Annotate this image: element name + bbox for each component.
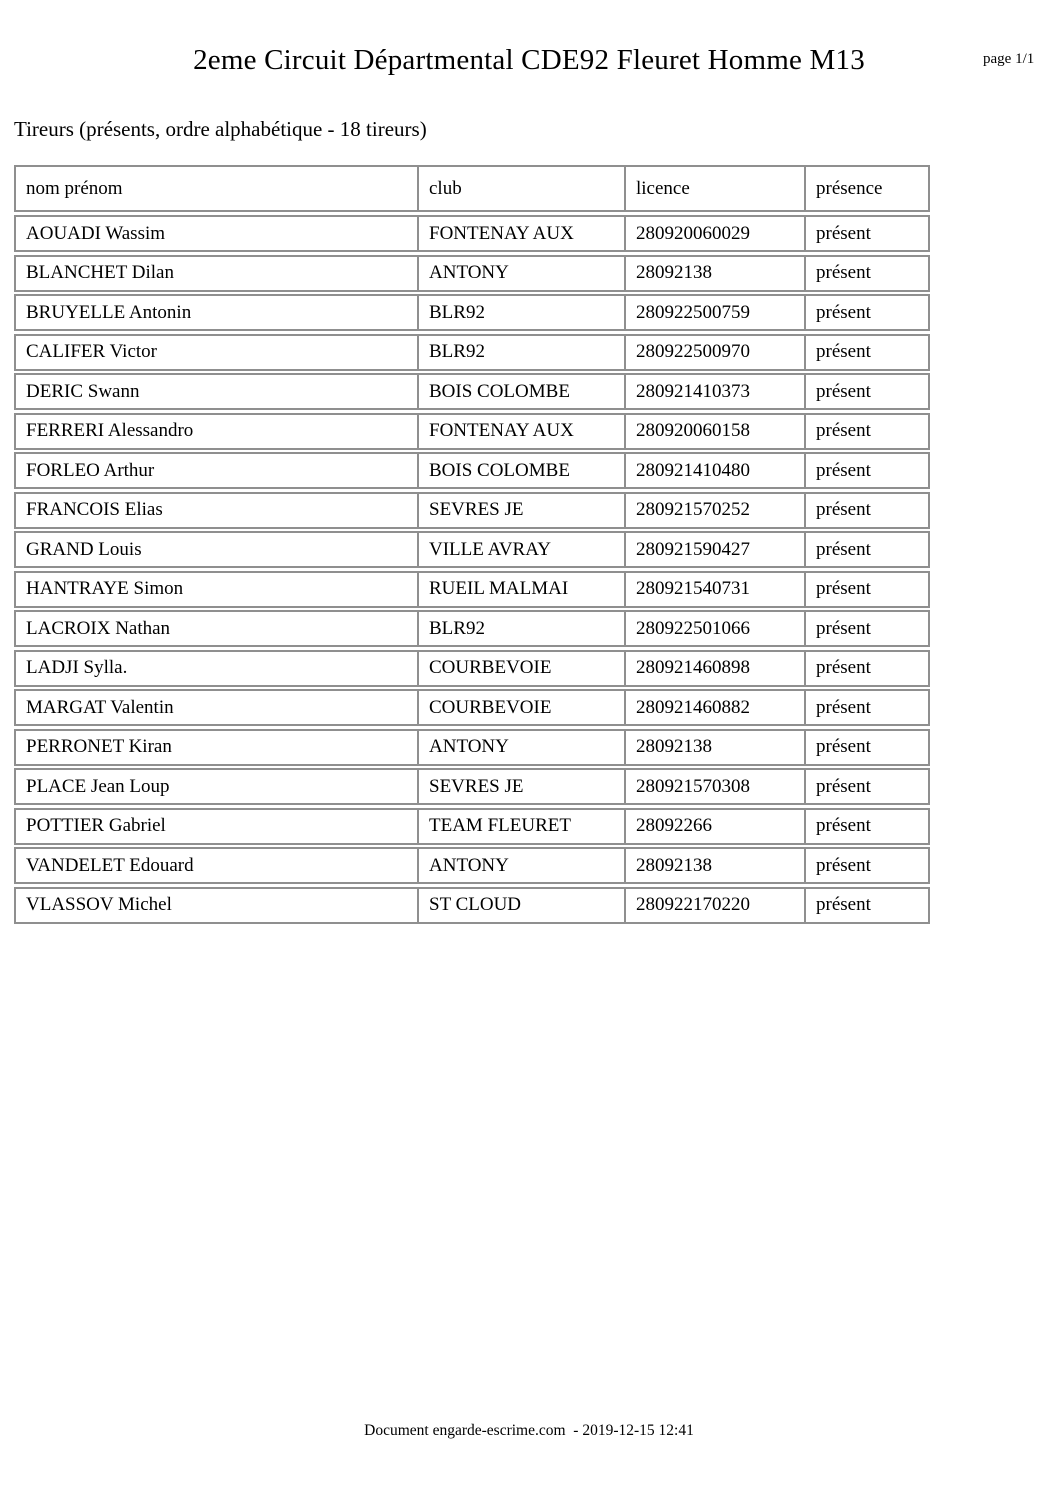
cell-presence: présent (816, 696, 871, 718)
cell-licence: 280920060029 (626, 217, 806, 250)
table-row (14, 334, 930, 371)
table-row (14, 373, 930, 410)
cell-club: COURBEVOIE (419, 652, 626, 685)
fencers-table (14, 165, 930, 926)
table-row (14, 887, 930, 924)
cell-licence: 280921570308 (626, 770, 806, 803)
cell-licence: 28092266 (626, 810, 806, 843)
cell-club: RUEIL MALMAI (419, 573, 626, 606)
cell-licence: 28092138 (626, 257, 806, 290)
table-header-row (14, 165, 930, 212)
table-row (14, 531, 930, 568)
cell-club: SEVRES JE (419, 770, 626, 803)
cell-name: PLACE Jean Loup (16, 770, 419, 803)
table-row (14, 452, 930, 489)
cell-club: BLR92 (419, 296, 626, 329)
cell-club: BLR92 (419, 336, 626, 369)
cell-name: GRAND Louis (16, 533, 419, 566)
cell-presence: présent (816, 617, 871, 639)
column-header-licence: licence (626, 167, 806, 210)
cell-licence: 280922500970 (626, 336, 806, 369)
table-row (14, 768, 930, 805)
cell-name: HANTRAYE Simon (16, 573, 419, 606)
cell-name: VANDELET Edouard (16, 849, 419, 882)
cell-club: BOIS COLOMBE (419, 375, 626, 408)
cell-name: BLANCHET Dilan (16, 257, 419, 290)
cell-name: LADJI Sylla. (16, 652, 419, 685)
cell-club: BOIS COLOMBE (419, 454, 626, 487)
table-row (14, 413, 930, 450)
cell-club: BLR92 (419, 612, 626, 645)
table-row (14, 294, 930, 331)
cell-club: COURBEVOIE (419, 691, 626, 724)
table-row (14, 492, 930, 529)
column-header-club: club (419, 167, 626, 210)
cell-licence: 280921410373 (626, 375, 806, 408)
cell-presence: présent (816, 341, 871, 362)
cell-presence: présent (816, 222, 871, 244)
cell-presence: présent (816, 538, 871, 560)
cell-licence: 280921540731 (626, 573, 806, 606)
cell-licence: 280921460898 (626, 652, 806, 685)
cell-licence: 280921410480 (626, 454, 806, 487)
cell-name: FORLEO Arthur (16, 454, 419, 487)
column-header-nom-prenom: nom prénom (16, 167, 419, 210)
cell-licence: 280921590427 (626, 533, 806, 566)
cell-club: ANTONY (419, 731, 626, 764)
cell-presence: présent (816, 578, 871, 599)
section-heading: Tireurs (présents, ordre alphabétique - 18 tireurs) (14, 117, 427, 141)
table-row (14, 689, 930, 726)
table-row (14, 255, 930, 292)
cell-name: VLASSOV Michel (16, 889, 419, 922)
cell-club: ST CLOUD (419, 889, 626, 922)
cell-club: FONTENAY AUX (419, 217, 626, 250)
cell-name: LACROIX Nathan (16, 612, 419, 645)
cell-presence: présent (816, 815, 871, 836)
cell-licence: 280921570252 (626, 494, 806, 527)
cell-presence: présent (816, 262, 871, 283)
table-row (14, 808, 930, 845)
page-title: 2eme Circuit Départmental CDE92 Fleuret Homme M13 (193, 44, 865, 76)
cell-name: FERRERI Alessandro (16, 415, 419, 448)
cell-presence: présent (816, 459, 871, 481)
cell-name: POTTIER Gabriel (16, 810, 419, 843)
cell-name: AOUADI Wassim (16, 217, 419, 250)
cell-presence: présent (816, 894, 871, 915)
cell-club: TEAM FLEURET (419, 810, 626, 843)
cell-name: FRANCOIS Elias (16, 494, 419, 527)
table-row (14, 729, 930, 766)
cell-club: VILLE AVRAY (419, 533, 626, 566)
cell-licence: 28092138 (626, 849, 806, 882)
cell-name: DERIC Swann (16, 375, 419, 408)
table-row (14, 215, 930, 252)
document-footer: Document engarde-escrime.com - 2019-12-15 12:41 (364, 1422, 694, 1439)
cell-licence: 280922501066 (626, 612, 806, 645)
cell-presence: présent (816, 499, 871, 520)
cell-presence: présent (816, 775, 871, 797)
cell-name: PERRONET Kiran (16, 731, 419, 764)
table-row (14, 650, 930, 687)
cell-club: SEVRES JE (419, 494, 626, 527)
cell-club: ANTONY (419, 849, 626, 882)
column-header-presence: présence (816, 177, 883, 199)
table-row (14, 571, 930, 608)
cell-licence: 280922500759 (626, 296, 806, 329)
table-row (14, 610, 930, 647)
cell-presence: présent (816, 301, 871, 323)
cell-name: BRUYELLE Antonin (16, 296, 419, 329)
cell-club: FONTENAY AUX (419, 415, 626, 448)
cell-presence: présent (816, 420, 871, 441)
cell-club: ANTONY (419, 257, 626, 290)
cell-presence: présent (816, 854, 871, 876)
cell-presence: présent (816, 736, 871, 757)
cell-licence: 28092138 (626, 731, 806, 764)
table-body (14, 215, 930, 924)
cell-licence: 280921460882 (626, 691, 806, 724)
cell-presence: présent (816, 657, 871, 678)
table-row (14, 847, 930, 884)
cell-name: MARGAT Valentin (16, 691, 419, 724)
cell-presence: présent (816, 380, 871, 402)
cell-name: CALIFER Victor (16, 336, 419, 369)
cell-licence: 280920060158 (626, 415, 806, 448)
page-indicator: page 1/1 (983, 51, 1035, 67)
cell-licence: 280922170220 (626, 889, 806, 922)
